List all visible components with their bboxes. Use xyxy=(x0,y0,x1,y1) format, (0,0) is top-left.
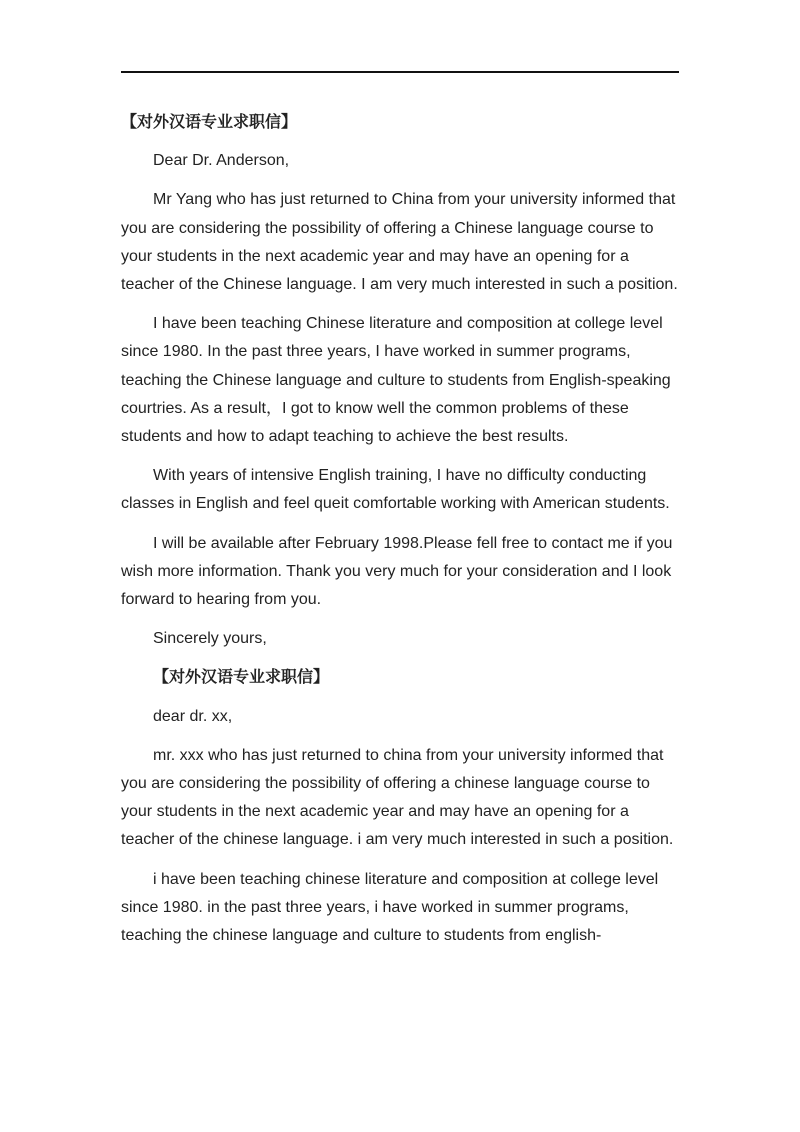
document-body xyxy=(121,109,679,961)
letter-1-paragraph-1: Mr Yang who has just returned to China from your university informed that you are considering the possibility of offering a Chinese language course to your students in the next academic year and may have an opening for a teacher of the Chinese language. I am very much interested in such a position. xyxy=(121,191,678,294)
letter-1-paragraph-4: I will be available after February 1998.Please fell free to contact me if you wish more information. Thank you very much for your consideration and I look forward to hearing from you. xyxy=(121,534,673,609)
letter-2-salutation: dear dr. xx, xyxy=(153,707,233,725)
letter-1-heading: 【对外汉语专业求职信】 xyxy=(121,114,298,131)
letter-2-heading: 【对外汉语专业求职信】 xyxy=(153,669,330,687)
header-rule xyxy=(121,71,679,73)
letter-2-paragraph-2: i have been teaching chinese literature and composition at college level since 1980. in the past three years, i have worked in summer programs, teaching the chinese language and culture to students from english- xyxy=(121,870,659,945)
letter-1-paragraph-3: With years of intensive English training, I have no difficulty conducting classes in English and feel queit comfortable working with American students. xyxy=(121,467,670,513)
letter-1-closing: Sincerely yours, xyxy=(153,630,267,648)
letter-2-paragraph-1: mr. xxx who has just returned to china from your university informed that you are considering the possibility of offering a chinese language course to your students in the next academic year and may have an opening for a teacher of the chinese language. i am very much interested in such a position. xyxy=(121,746,674,849)
letter-1-paragraph-2: I have been teaching Chinese literature and composition at college level since 1980. In the past three years, I have worked in summer programs, teaching the Chinese language and culture to students from English-speaking courtries. As a result，I got to know well the common problems of these students and how to adapt teaching to achieve the best results. xyxy=(121,315,671,446)
letter-1-salutation: Dear Dr. Anderson, xyxy=(153,152,290,170)
